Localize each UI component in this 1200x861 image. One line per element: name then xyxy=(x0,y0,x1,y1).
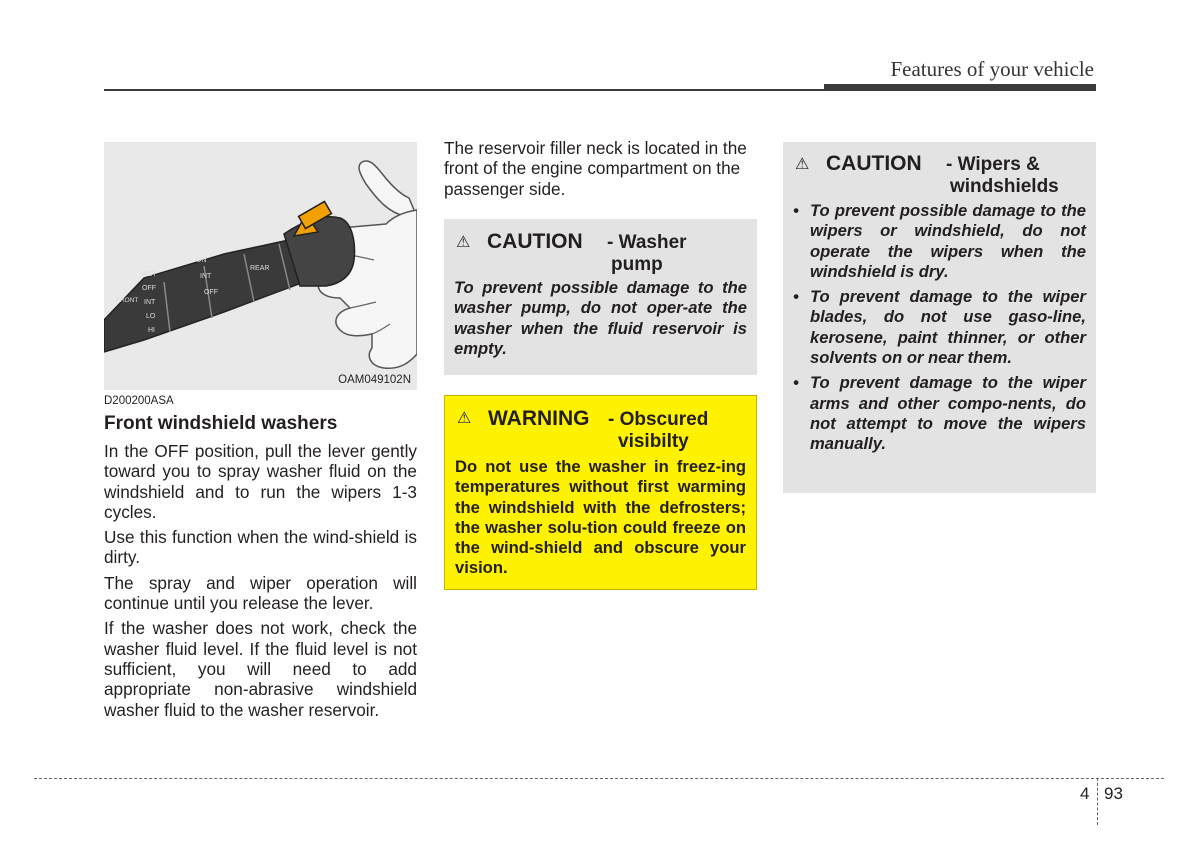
list-item: • To prevent possible damage to the wipers or windshield, do not operate the wipers when the windshield is dry. xyxy=(793,201,1086,281)
caution-wipers-box xyxy=(783,142,1096,493)
caution-body: To prevent possible damage to the washer pump, do not oper-ate the washer when the fluid reservoir is empty. xyxy=(454,278,747,358)
footer-rule xyxy=(34,778,1164,779)
wiper-lever-illustration xyxy=(104,142,417,390)
svg-text:REAR: REAR xyxy=(250,265,270,272)
paragraph: Use this function when the wind-shield is dirty. xyxy=(104,527,417,568)
caution-subtitle: windshields xyxy=(950,176,1059,197)
caution-washer-pump-box xyxy=(444,219,757,375)
section-id: D200200ASA xyxy=(104,395,174,407)
warning-visibility-box xyxy=(444,395,757,590)
caution-subtitle: - Wipers & xyxy=(946,154,1040,175)
svg-text:LO: LO xyxy=(146,313,156,320)
running-header-title: Features of your vehicle xyxy=(890,57,1094,81)
list-item: • To prevent damage to the wiper arms and other compo-nents, do not attempt to move the wipers manually. xyxy=(793,373,1086,454)
warning-body: Do not use the washer in freez-ing temperatures without first warming the windshield with the defrosters; the washer solu-tion could freeze on the wind-shield and obscure your vision. xyxy=(455,457,746,578)
page-number: 93 xyxy=(1104,784,1123,803)
caution-icon: ⚠ xyxy=(456,234,471,251)
list-item: • To prevent damage to the wiper blades, do not use gaso-line, kerosene, paint thinner, or other solvents on or near them. xyxy=(793,287,1086,368)
caution-word: CAUTION xyxy=(826,152,922,175)
svg-text:ON: ON xyxy=(196,257,207,264)
svg-text:OFF: OFF xyxy=(204,289,218,296)
chapter-number: 4 xyxy=(1080,784,1090,803)
svg-text:FRONT: FRONT xyxy=(116,297,139,304)
bullet-marker: • xyxy=(793,287,799,307)
paragraph: In the OFF position, pull the lever gently toward you to spray washer fluid on the windshield and to run the wipers 1-3 cycles. xyxy=(104,441,417,522)
svg-text:INT: INT xyxy=(144,299,156,306)
svg-text:OFF: OFF xyxy=(142,285,156,292)
warning-icon: ⚠ xyxy=(457,410,472,427)
warning-subtitle: visibilty xyxy=(618,431,689,452)
section-body xyxy=(104,441,417,725)
paragraph: If the washer does not work, check the washer fluid level. If the fluid level is not sufficient, you will need to add appropriate non-abrasive windshield washer fluid to the washer reservoir. xyxy=(104,618,417,720)
figure-code: OAM049102N xyxy=(338,374,411,386)
caution-subtitle: pump xyxy=(611,254,663,275)
svg-text:INT: INT xyxy=(200,273,212,280)
reservoir-location-text: The reservoir filler neck is located in the front of the engine compartment on the passenger side. xyxy=(444,138,747,199)
header-rule-accent xyxy=(824,84,1096,91)
warning-word: WARNING xyxy=(488,407,590,430)
caution-bullet-list xyxy=(793,201,1086,455)
caution-subtitle: - Washer xyxy=(607,232,687,253)
caution-icon: ⚠ xyxy=(795,156,810,173)
caution-word: CAUTION xyxy=(487,230,583,253)
lever-hand-drawing xyxy=(104,142,417,390)
footer-divider xyxy=(1097,778,1098,825)
bullet-marker: • xyxy=(793,373,799,393)
header-rule xyxy=(104,89,824,91)
paragraph: The spray and wiper operation will continue until you release the lever. xyxy=(104,572,417,614)
svg-text:MIST: MIST xyxy=(140,271,157,278)
svg-text:HI: HI xyxy=(148,327,155,334)
bullet-marker: • xyxy=(793,201,799,220)
section-title: Front windshield washers xyxy=(104,413,338,434)
warning-subtitle: - Obscured xyxy=(608,409,709,430)
